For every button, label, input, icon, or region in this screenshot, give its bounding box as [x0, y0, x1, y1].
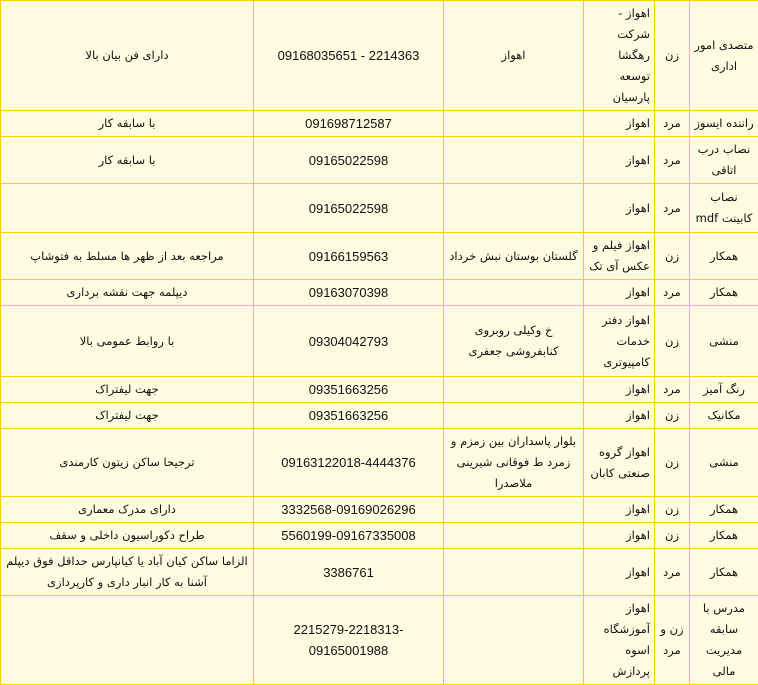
phone-cell: 2214363 - 09168035651 — [254, 1, 444, 111]
notes-cell: با سابقه کار — [1, 111, 254, 137]
address-cell — [444, 523, 584, 549]
notes-cell: دارای فن بیان بالا — [1, 1, 254, 111]
notes-cell: با روابط عمومی بالا — [1, 306, 254, 377]
phone-cell: 09351663256 — [254, 403, 444, 429]
notes-cell: طراح دکوراسیون داخلی و سقف — [1, 523, 254, 549]
address-cell: گلستان بوستان نبش خرداد — [444, 233, 584, 280]
table-row — [1, 549, 758, 596]
job-title-cell: رنگ آمیز — [690, 377, 758, 403]
phone-cell: 09165022598 — [254, 184, 444, 233]
job-title-cell: همکار — [690, 280, 758, 306]
company-cell: اهواز — [584, 523, 655, 549]
table-row — [1, 377, 758, 403]
address-cell — [444, 377, 584, 403]
company-cell: اهواز - شرکت رهگشا توسعه پارسیان — [584, 1, 655, 111]
notes-cell: دیپلمه جهت نقشه برداری — [1, 280, 254, 306]
job-title-cell: همکار — [690, 497, 758, 523]
table-row — [1, 306, 758, 377]
phone-cell: 09165022598 — [254, 137, 444, 184]
phone-cell: 09166159563 — [254, 233, 444, 280]
gender-cell: زن — [655, 429, 690, 497]
table-row — [1, 184, 758, 233]
company-cell: اهواز آموزشگاه اسوه پردازش — [584, 596, 655, 685]
table-row — [1, 111, 758, 137]
job-title-cell: نصاب کابینت mdf — [690, 184, 758, 233]
job-title-cell: همکار — [690, 233, 758, 280]
notes-cell: با سابقه کار — [1, 137, 254, 184]
job-title-cell: منشی — [690, 429, 758, 497]
gender-cell: زن و مرد — [655, 596, 690, 685]
phone-cell: 09163070398 — [254, 280, 444, 306]
job-title-cell: متصدی امور اداری — [690, 1, 758, 111]
gender-cell: مرد — [655, 377, 690, 403]
job-title-cell: همکار — [690, 549, 758, 596]
table-row — [1, 596, 758, 685]
job-title-cell: نصاب درب اتاقی — [690, 137, 758, 184]
notes-cell: مراجعه بعد از ظهر ها مسلط به فتوشاپ — [1, 233, 254, 280]
gender-cell: مرد — [655, 184, 690, 233]
gender-cell: مرد — [655, 280, 690, 306]
company-cell: اهواز گروه صنعتی کابان — [584, 429, 655, 497]
phone-cell: 09304042793 — [254, 306, 444, 377]
address-cell: بلوار پاسداران بین زمزم و زمرد ط فوقانی شیرینی ملاصدرا — [444, 429, 584, 497]
table-row — [1, 280, 758, 306]
table-row — [1, 523, 758, 549]
job-title-cell: همکار — [690, 523, 758, 549]
company-cell: اهواز — [584, 403, 655, 429]
address-cell — [444, 497, 584, 523]
gender-cell: زن — [655, 523, 690, 549]
gender-cell: زن — [655, 403, 690, 429]
address-cell — [444, 111, 584, 137]
gender-cell: مرد — [655, 549, 690, 596]
phone-cell: 091698712587 — [254, 111, 444, 137]
phone-cell: 5560199-09167335008 — [254, 523, 444, 549]
job-title-cell: مدرس با سابقه مدیریت مالی — [690, 596, 758, 685]
job-title-cell: منشی — [690, 306, 758, 377]
company-cell: اهواز دفتر خدمات کامپیوتری — [584, 306, 655, 377]
address-cell: اهواز — [444, 1, 584, 111]
notes-cell — [1, 184, 254, 233]
notes-cell: ترجیحا ساکن زیتون کارمندی — [1, 429, 254, 497]
company-cell: اهواز — [584, 280, 655, 306]
company-cell: اهواز — [584, 377, 655, 403]
job-title-cell: مکانیک — [690, 403, 758, 429]
address-cell — [444, 549, 584, 596]
address-cell: خ وکیلی روبروی کنابفروشی جعفری — [444, 306, 584, 377]
company-cell: اهواز — [584, 137, 655, 184]
phone-cell: 09351663256 — [254, 377, 444, 403]
address-cell — [444, 280, 584, 306]
notes-cell: الزاما ساکن کیان آباد یا کیانپارس حداقل فوق دیپلم آشنا به کار انبار داری و کارپردازی — [1, 549, 254, 596]
address-cell — [444, 184, 584, 233]
gender-cell: مرد — [655, 111, 690, 137]
notes-cell: دارای مدرک معماری — [1, 497, 254, 523]
company-cell: اهواز — [584, 497, 655, 523]
job-title-cell: راننده ایسوز — [690, 111, 758, 137]
table-row — [1, 137, 758, 184]
gender-cell: زن — [655, 1, 690, 111]
table-row — [1, 233, 758, 280]
gender-cell: زن — [655, 497, 690, 523]
gender-cell: زن — [655, 306, 690, 377]
table-row — [1, 1, 758, 111]
table-row — [1, 403, 758, 429]
address-cell — [444, 596, 584, 685]
address-cell — [444, 137, 584, 184]
company-cell: اهواز فیلم و عکس آی تک — [584, 233, 655, 280]
phone-cell: 3386761 — [254, 549, 444, 596]
notes-cell — [1, 596, 254, 685]
table-row — [1, 429, 758, 497]
phone-cell: 2215279-2218313-09165001988 — [254, 596, 444, 685]
table-row — [1, 497, 758, 523]
notes-cell: جهت لیفتراک — [1, 377, 254, 403]
notes-cell: جهت لیفتراک — [1, 403, 254, 429]
company-cell: اهواز — [584, 549, 655, 596]
phone-cell: 3332568-09169026296 — [254, 497, 444, 523]
gender-cell: مرد — [655, 137, 690, 184]
phone-cell: 09163122018-4444376 — [254, 429, 444, 497]
company-cell: اهواز — [584, 184, 655, 233]
gender-cell: زن — [655, 233, 690, 280]
company-cell: اهواز — [584, 111, 655, 137]
address-cell — [444, 403, 584, 429]
